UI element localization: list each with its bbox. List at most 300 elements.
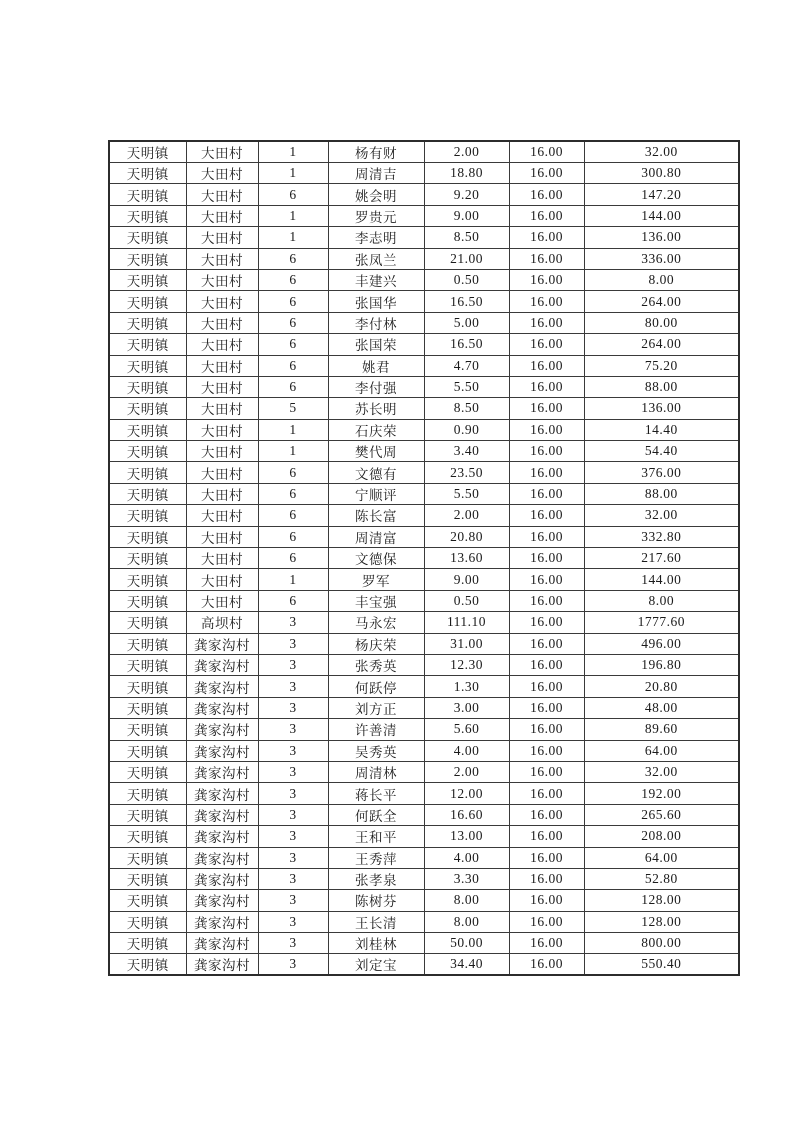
cell-village: 龚家沟村 bbox=[186, 933, 258, 954]
cell-quantity: 5.00 bbox=[424, 312, 509, 333]
cell-village: 龚家沟村 bbox=[186, 847, 258, 868]
cell-unit-price: 16.00 bbox=[509, 205, 584, 226]
cell-group: 6 bbox=[258, 526, 328, 547]
cell-name: 丰宝强 bbox=[328, 590, 424, 611]
cell-group: 3 bbox=[258, 847, 328, 868]
cell-name: 苏长明 bbox=[328, 398, 424, 419]
cell-quantity: 4.00 bbox=[424, 740, 509, 761]
cell-town: 天明镇 bbox=[109, 205, 186, 226]
cell-unit-price: 16.00 bbox=[509, 291, 584, 312]
cell-town: 天明镇 bbox=[109, 419, 186, 440]
cell-unit-price: 16.00 bbox=[509, 419, 584, 440]
cell-group: 3 bbox=[258, 954, 328, 976]
cell-town: 天明镇 bbox=[109, 248, 186, 269]
cell-amount: 332.80 bbox=[584, 526, 739, 547]
cell-amount: 89.60 bbox=[584, 719, 739, 740]
cell-amount: 336.00 bbox=[584, 248, 739, 269]
cell-group: 3 bbox=[258, 761, 328, 782]
cell-town: 天明镇 bbox=[109, 676, 186, 697]
cell-village: 龚家沟村 bbox=[186, 804, 258, 825]
table-row bbox=[109, 312, 739, 333]
cell-quantity: 5.50 bbox=[424, 376, 509, 397]
cell-group: 5 bbox=[258, 398, 328, 419]
cell-amount: 144.00 bbox=[584, 205, 739, 226]
cell-quantity: 2.00 bbox=[424, 141, 509, 163]
table-row bbox=[109, 419, 739, 440]
table-row bbox=[109, 847, 739, 868]
cell-amount: 217.60 bbox=[584, 548, 739, 569]
cell-group: 6 bbox=[258, 462, 328, 483]
cell-quantity: 0.90 bbox=[424, 419, 509, 440]
cell-amount: 128.00 bbox=[584, 890, 739, 911]
cell-quantity: 16.50 bbox=[424, 291, 509, 312]
cell-group: 6 bbox=[258, 269, 328, 290]
cell-unit-price: 16.00 bbox=[509, 890, 584, 911]
payment-table-body bbox=[109, 141, 739, 975]
cell-name: 杨庆荣 bbox=[328, 633, 424, 654]
cell-unit-price: 16.00 bbox=[509, 697, 584, 718]
cell-group: 3 bbox=[258, 911, 328, 932]
cell-name: 吴秀英 bbox=[328, 740, 424, 761]
cell-village: 大田村 bbox=[186, 505, 258, 526]
table-row bbox=[109, 163, 739, 184]
cell-town: 天明镇 bbox=[109, 441, 186, 462]
cell-quantity: 34.40 bbox=[424, 954, 509, 976]
cell-village: 大田村 bbox=[186, 355, 258, 376]
cell-quantity: 9.00 bbox=[424, 569, 509, 590]
cell-quantity: 5.50 bbox=[424, 483, 509, 504]
cell-amount: 264.00 bbox=[584, 291, 739, 312]
cell-name: 樊代周 bbox=[328, 441, 424, 462]
cell-village: 大田村 bbox=[186, 141, 258, 163]
cell-amount: 208.00 bbox=[584, 826, 739, 847]
cell-name: 马永宏 bbox=[328, 612, 424, 633]
cell-amount: 64.00 bbox=[584, 740, 739, 761]
cell-village: 大田村 bbox=[186, 376, 258, 397]
cell-village: 大田村 bbox=[186, 462, 258, 483]
cell-group: 3 bbox=[258, 676, 328, 697]
table-row bbox=[109, 505, 739, 526]
cell-town: 天明镇 bbox=[109, 590, 186, 611]
cell-town: 天明镇 bbox=[109, 868, 186, 889]
cell-village: 龚家沟村 bbox=[186, 826, 258, 847]
cell-quantity: 3.40 bbox=[424, 441, 509, 462]
cell-village: 大田村 bbox=[186, 312, 258, 333]
table-row bbox=[109, 868, 739, 889]
cell-quantity: 0.50 bbox=[424, 590, 509, 611]
cell-amount: 8.00 bbox=[584, 590, 739, 611]
cell-village: 龚家沟村 bbox=[186, 761, 258, 782]
cell-group: 3 bbox=[258, 890, 328, 911]
cell-quantity: 8.50 bbox=[424, 398, 509, 419]
cell-group: 3 bbox=[258, 719, 328, 740]
table-row bbox=[109, 933, 739, 954]
cell-unit-price: 16.00 bbox=[509, 761, 584, 782]
table-row bbox=[109, 334, 739, 355]
cell-group: 6 bbox=[258, 355, 328, 376]
cell-group: 3 bbox=[258, 826, 328, 847]
cell-name: 周清富 bbox=[328, 526, 424, 547]
cell-town: 天明镇 bbox=[109, 334, 186, 355]
cell-unit-price: 16.00 bbox=[509, 911, 584, 932]
cell-village: 龚家沟村 bbox=[186, 633, 258, 654]
cell-group: 1 bbox=[258, 441, 328, 462]
cell-quantity: 8.00 bbox=[424, 890, 509, 911]
cell-village: 大田村 bbox=[186, 398, 258, 419]
table-row bbox=[109, 761, 739, 782]
cell-group: 6 bbox=[258, 483, 328, 504]
cell-name: 王和平 bbox=[328, 826, 424, 847]
cell-town: 天明镇 bbox=[109, 462, 186, 483]
cell-amount: 136.00 bbox=[584, 398, 739, 419]
cell-unit-price: 16.00 bbox=[509, 804, 584, 825]
cell-group: 3 bbox=[258, 804, 328, 825]
cell-unit-price: 16.00 bbox=[509, 505, 584, 526]
cell-town: 天明镇 bbox=[109, 269, 186, 290]
cell-quantity: 2.00 bbox=[424, 505, 509, 526]
cell-unit-price: 16.00 bbox=[509, 847, 584, 868]
cell-name: 王秀萍 bbox=[328, 847, 424, 868]
cell-amount: 32.00 bbox=[584, 141, 739, 163]
cell-amount: 14.40 bbox=[584, 419, 739, 440]
table-row bbox=[109, 954, 739, 976]
cell-village: 大田村 bbox=[186, 269, 258, 290]
table-row bbox=[109, 548, 739, 569]
cell-amount: 48.00 bbox=[584, 697, 739, 718]
cell-group: 6 bbox=[258, 184, 328, 205]
cell-quantity: 3.30 bbox=[424, 868, 509, 889]
cell-unit-price: 16.00 bbox=[509, 783, 584, 804]
cell-village: 大田村 bbox=[186, 548, 258, 569]
cell-amount: 128.00 bbox=[584, 911, 739, 932]
table-row bbox=[109, 184, 739, 205]
cell-town: 天明镇 bbox=[109, 740, 186, 761]
cell-amount: 80.00 bbox=[584, 312, 739, 333]
cell-unit-price: 16.00 bbox=[509, 954, 584, 976]
cell-quantity: 13.00 bbox=[424, 826, 509, 847]
cell-town: 天明镇 bbox=[109, 184, 186, 205]
cell-group: 6 bbox=[258, 376, 328, 397]
cell-town: 天明镇 bbox=[109, 633, 186, 654]
cell-name: 文德保 bbox=[328, 548, 424, 569]
cell-town: 天明镇 bbox=[109, 612, 186, 633]
table-row bbox=[109, 569, 739, 590]
cell-name: 石庆荣 bbox=[328, 419, 424, 440]
cell-village: 大田村 bbox=[186, 590, 258, 611]
cell-name: 罗贵元 bbox=[328, 205, 424, 226]
cell-unit-price: 16.00 bbox=[509, 868, 584, 889]
cell-village: 龚家沟村 bbox=[186, 654, 258, 675]
cell-name: 张凤兰 bbox=[328, 248, 424, 269]
cell-village: 大田村 bbox=[186, 419, 258, 440]
cell-town: 天明镇 bbox=[109, 761, 186, 782]
cell-name: 李付林 bbox=[328, 312, 424, 333]
cell-amount: 20.80 bbox=[584, 676, 739, 697]
cell-name: 张秀英 bbox=[328, 654, 424, 675]
cell-group: 6 bbox=[258, 590, 328, 611]
cell-unit-price: 16.00 bbox=[509, 633, 584, 654]
cell-quantity: 9.00 bbox=[424, 205, 509, 226]
cell-quantity: 16.50 bbox=[424, 334, 509, 355]
cell-quantity: 111.10 bbox=[424, 612, 509, 633]
cell-unit-price: 16.00 bbox=[509, 569, 584, 590]
cell-town: 天明镇 bbox=[109, 826, 186, 847]
cell-amount: 192.00 bbox=[584, 783, 739, 804]
cell-group: 6 bbox=[258, 505, 328, 526]
cell-quantity: 21.00 bbox=[424, 248, 509, 269]
cell-group: 1 bbox=[258, 205, 328, 226]
cell-name: 宁顺评 bbox=[328, 483, 424, 504]
cell-town: 天明镇 bbox=[109, 376, 186, 397]
cell-quantity: 5.60 bbox=[424, 719, 509, 740]
cell-village: 大田村 bbox=[186, 163, 258, 184]
table-row bbox=[109, 740, 739, 761]
cell-unit-price: 16.00 bbox=[509, 248, 584, 269]
cell-unit-price: 16.00 bbox=[509, 462, 584, 483]
cell-town: 天明镇 bbox=[109, 141, 186, 163]
cell-name: 何跃停 bbox=[328, 676, 424, 697]
cell-unit-price: 16.00 bbox=[509, 654, 584, 675]
cell-group: 3 bbox=[258, 933, 328, 954]
cell-quantity: 4.70 bbox=[424, 355, 509, 376]
table-row bbox=[109, 355, 739, 376]
cell-village: 龚家沟村 bbox=[186, 954, 258, 976]
table-row bbox=[109, 719, 739, 740]
cell-town: 天明镇 bbox=[109, 398, 186, 419]
cell-group: 1 bbox=[258, 163, 328, 184]
cell-name: 姚君 bbox=[328, 355, 424, 376]
cell-amount: 136.00 bbox=[584, 227, 739, 248]
table-row bbox=[109, 441, 739, 462]
cell-village: 龚家沟村 bbox=[186, 911, 258, 932]
cell-unit-price: 16.00 bbox=[509, 441, 584, 462]
cell-amount: 144.00 bbox=[584, 569, 739, 590]
cell-village: 大田村 bbox=[186, 291, 258, 312]
cell-amount: 196.80 bbox=[584, 654, 739, 675]
cell-town: 天明镇 bbox=[109, 291, 186, 312]
cell-village: 龚家沟村 bbox=[186, 740, 258, 761]
cell-town: 天明镇 bbox=[109, 783, 186, 804]
cell-unit-price: 16.00 bbox=[509, 676, 584, 697]
cell-unit-price: 16.00 bbox=[509, 312, 584, 333]
cell-name: 张孝泉 bbox=[328, 868, 424, 889]
cell-name: 刘定宝 bbox=[328, 954, 424, 976]
table-row bbox=[109, 826, 739, 847]
cell-amount: 54.40 bbox=[584, 441, 739, 462]
table-row bbox=[109, 398, 739, 419]
cell-group: 1 bbox=[258, 141, 328, 163]
cell-group: 3 bbox=[258, 740, 328, 761]
cell-village: 大田村 bbox=[186, 483, 258, 504]
cell-name: 陈树芬 bbox=[328, 890, 424, 911]
table-row bbox=[109, 676, 739, 697]
table-row bbox=[109, 633, 739, 654]
cell-town: 天明镇 bbox=[109, 483, 186, 504]
table-row bbox=[109, 783, 739, 804]
cell-quantity: 8.00 bbox=[424, 911, 509, 932]
cell-amount: 64.00 bbox=[584, 847, 739, 868]
cell-amount: 88.00 bbox=[584, 483, 739, 504]
cell-quantity: 23.50 bbox=[424, 462, 509, 483]
cell-name: 周清吉 bbox=[328, 163, 424, 184]
cell-amount: 52.80 bbox=[584, 868, 739, 889]
cell-amount: 265.60 bbox=[584, 804, 739, 825]
cell-name: 张国荣 bbox=[328, 334, 424, 355]
cell-town: 天明镇 bbox=[109, 847, 186, 868]
cell-unit-price: 16.00 bbox=[509, 398, 584, 419]
cell-village: 龚家沟村 bbox=[186, 783, 258, 804]
cell-quantity: 3.00 bbox=[424, 697, 509, 718]
cell-town: 天明镇 bbox=[109, 697, 186, 718]
cell-name: 王长清 bbox=[328, 911, 424, 932]
cell-town: 天明镇 bbox=[109, 163, 186, 184]
cell-town: 天明镇 bbox=[109, 569, 186, 590]
cell-village: 龚家沟村 bbox=[186, 890, 258, 911]
cell-quantity: 0.50 bbox=[424, 269, 509, 290]
cell-name: 陈长富 bbox=[328, 505, 424, 526]
cell-village: 大田村 bbox=[186, 248, 258, 269]
cell-name: 周清林 bbox=[328, 761, 424, 782]
cell-unit-price: 16.00 bbox=[509, 269, 584, 290]
cell-name: 许善清 bbox=[328, 719, 424, 740]
cell-group: 3 bbox=[258, 633, 328, 654]
table-row bbox=[109, 890, 739, 911]
cell-unit-price: 16.00 bbox=[509, 184, 584, 205]
cell-town: 天明镇 bbox=[109, 954, 186, 976]
cell-unit-price: 16.00 bbox=[509, 526, 584, 547]
cell-name: 刘方正 bbox=[328, 697, 424, 718]
cell-name: 杨有财 bbox=[328, 141, 424, 163]
cell-name: 张国华 bbox=[328, 291, 424, 312]
cell-town: 天明镇 bbox=[109, 719, 186, 740]
cell-town: 天明镇 bbox=[109, 933, 186, 954]
cell-quantity: 50.00 bbox=[424, 933, 509, 954]
cell-group: 6 bbox=[258, 248, 328, 269]
cell-unit-price: 16.00 bbox=[509, 141, 584, 163]
cell-unit-price: 16.00 bbox=[509, 826, 584, 847]
cell-group: 1 bbox=[258, 419, 328, 440]
cell-unit-price: 16.00 bbox=[509, 933, 584, 954]
cell-group: 6 bbox=[258, 312, 328, 333]
cell-village: 龚家沟村 bbox=[186, 697, 258, 718]
cell-unit-price: 16.00 bbox=[509, 376, 584, 397]
cell-group: 1 bbox=[258, 227, 328, 248]
table-row bbox=[109, 911, 739, 932]
cell-amount: 550.40 bbox=[584, 954, 739, 976]
cell-town: 天明镇 bbox=[109, 890, 186, 911]
cell-name: 李付强 bbox=[328, 376, 424, 397]
cell-village: 大田村 bbox=[186, 205, 258, 226]
cell-quantity: 4.00 bbox=[424, 847, 509, 868]
cell-quantity: 8.50 bbox=[424, 227, 509, 248]
cell-unit-price: 16.00 bbox=[509, 590, 584, 611]
cell-village: 大田村 bbox=[186, 569, 258, 590]
cell-group: 3 bbox=[258, 612, 328, 633]
cell-amount: 32.00 bbox=[584, 505, 739, 526]
cell-name: 文德有 bbox=[328, 462, 424, 483]
table-row bbox=[109, 269, 739, 290]
cell-group: 6 bbox=[258, 334, 328, 355]
cell-town: 天明镇 bbox=[109, 312, 186, 333]
cell-amount: 88.00 bbox=[584, 376, 739, 397]
cell-town: 天明镇 bbox=[109, 526, 186, 547]
table-row bbox=[109, 205, 739, 226]
cell-quantity: 31.00 bbox=[424, 633, 509, 654]
table-row bbox=[109, 462, 739, 483]
cell-quantity: 1.30 bbox=[424, 676, 509, 697]
cell-group: 3 bbox=[258, 654, 328, 675]
cell-unit-price: 16.00 bbox=[509, 355, 584, 376]
payment-table bbox=[108, 140, 740, 976]
table-row bbox=[109, 376, 739, 397]
table-row bbox=[109, 654, 739, 675]
cell-village: 龚家沟村 bbox=[186, 676, 258, 697]
cell-village: 大田村 bbox=[186, 184, 258, 205]
cell-amount: 496.00 bbox=[584, 633, 739, 654]
cell-group: 6 bbox=[258, 291, 328, 312]
cell-name: 丰建兴 bbox=[328, 269, 424, 290]
cell-amount: 376.00 bbox=[584, 462, 739, 483]
table-row bbox=[109, 697, 739, 718]
cell-group: 3 bbox=[258, 868, 328, 889]
table-row bbox=[109, 612, 739, 633]
cell-village: 高坝村 bbox=[186, 612, 258, 633]
table-row bbox=[109, 483, 739, 504]
cell-town: 天明镇 bbox=[109, 355, 186, 376]
cell-group: 6 bbox=[258, 548, 328, 569]
cell-unit-price: 16.00 bbox=[509, 548, 584, 569]
cell-name: 刘桂林 bbox=[328, 933, 424, 954]
cell-amount: 1777.60 bbox=[584, 612, 739, 633]
cell-village: 大田村 bbox=[186, 441, 258, 462]
cell-name: 蒋长平 bbox=[328, 783, 424, 804]
table-row bbox=[109, 526, 739, 547]
cell-amount: 300.80 bbox=[584, 163, 739, 184]
cell-unit-price: 16.00 bbox=[509, 483, 584, 504]
cell-town: 天明镇 bbox=[109, 505, 186, 526]
cell-name: 李志明 bbox=[328, 227, 424, 248]
cell-quantity: 2.00 bbox=[424, 761, 509, 782]
table-row bbox=[109, 248, 739, 269]
table-row bbox=[109, 590, 739, 611]
cell-unit-price: 16.00 bbox=[509, 740, 584, 761]
cell-group: 3 bbox=[258, 697, 328, 718]
cell-group: 1 bbox=[258, 569, 328, 590]
cell-quantity: 20.80 bbox=[424, 526, 509, 547]
cell-quantity: 12.30 bbox=[424, 654, 509, 675]
cell-group: 3 bbox=[258, 783, 328, 804]
cell-town: 天明镇 bbox=[109, 548, 186, 569]
cell-quantity: 18.80 bbox=[424, 163, 509, 184]
cell-amount: 147.20 bbox=[584, 184, 739, 205]
cell-village: 大田村 bbox=[186, 526, 258, 547]
cell-amount: 800.00 bbox=[584, 933, 739, 954]
cell-town: 天明镇 bbox=[109, 911, 186, 932]
cell-town: 天明镇 bbox=[109, 804, 186, 825]
cell-name: 罗军 bbox=[328, 569, 424, 590]
table-row bbox=[109, 141, 739, 163]
table-row bbox=[109, 291, 739, 312]
cell-amount: 32.00 bbox=[584, 761, 739, 782]
cell-quantity: 16.60 bbox=[424, 804, 509, 825]
cell-name: 何跃全 bbox=[328, 804, 424, 825]
table-row bbox=[109, 804, 739, 825]
cell-quantity: 12.00 bbox=[424, 783, 509, 804]
cell-village: 龚家沟村 bbox=[186, 868, 258, 889]
cell-amount: 75.20 bbox=[584, 355, 739, 376]
cell-village: 大田村 bbox=[186, 227, 258, 248]
cell-town: 天明镇 bbox=[109, 227, 186, 248]
